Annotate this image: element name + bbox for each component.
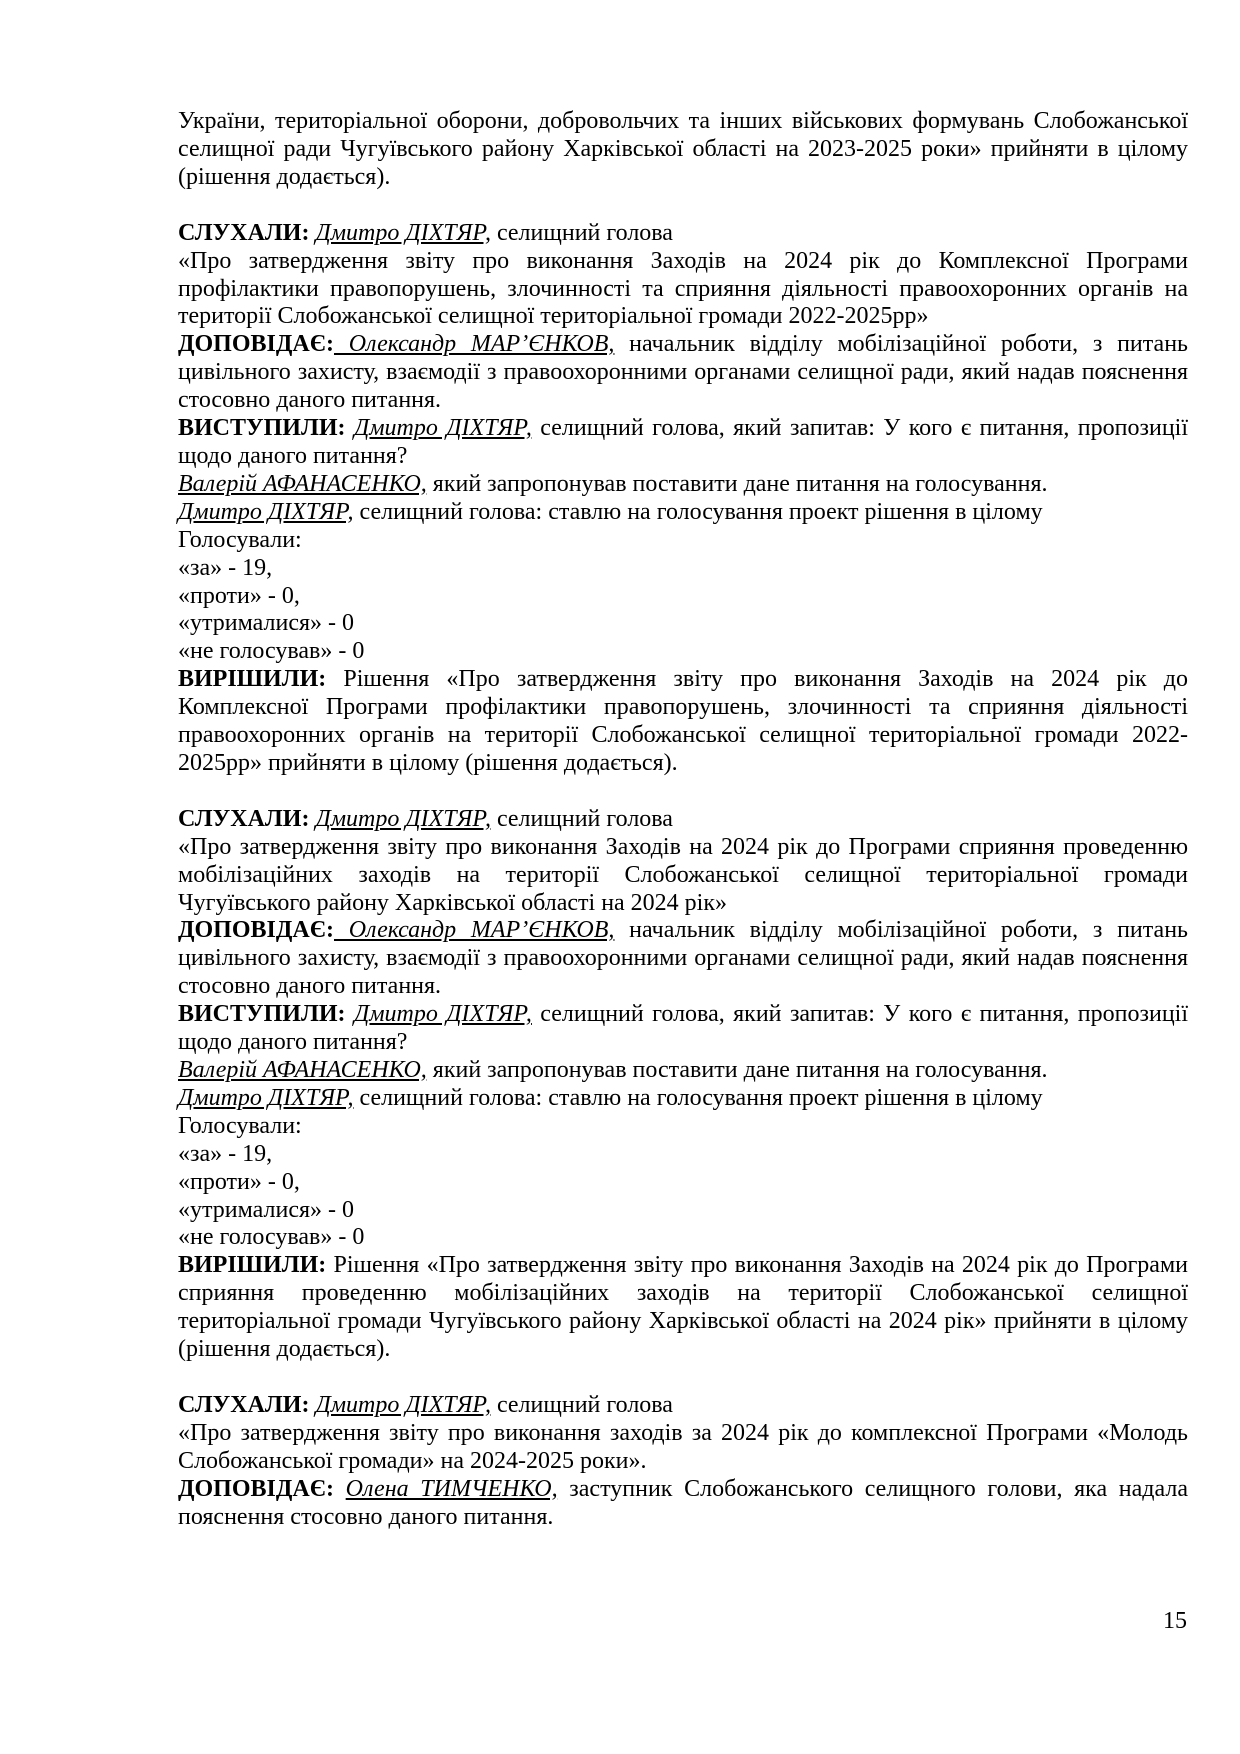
voted-label: Голосували: (178, 526, 302, 553)
vote-abstain: «утрималися» - 0 (178, 1196, 355, 1223)
speaker-role: селищний голова (490, 1391, 673, 1418)
report-paragraph (178, 331, 1188, 415)
agenda-item-1 (178, 220, 1188, 778)
speaker-name: Дмитро ДІХТЯР, (353, 415, 532, 442)
speaker-role: селищний голова (490, 219, 673, 246)
document-body (178, 108, 1188, 1532)
agenda-item-2 (178, 806, 1188, 1364)
report-text: начальник відділу мобілізаційної роботи, з питань цивільного захисту, взаємодії з правоохоронними органами селищної ради, який надав пояснення стосовно даного питання. (178, 917, 1188, 1000)
decided-paragraph (178, 1252, 1188, 1364)
report-label: ДОПОВІДАЄ: (178, 1475, 334, 1502)
proposal-line (178, 471, 1188, 499)
vote-abstain: «утрималися» - 0 (178, 610, 355, 637)
reporter-name: Олена ТИМЧЕНКО, (345, 1475, 558, 1502)
proposer-name: Валерій АФАНАСЕНКО, (178, 470, 427, 497)
speaker-name: Дмитро ДІХТЯР, (315, 1391, 491, 1418)
chair-name: Дмитро ДІХТЯР, (178, 498, 354, 525)
chair-text: селищний голова: ставлю на голосування проект рішення в цілому (353, 1084, 1043, 1111)
proposer-name: Валерій АФАНАСЕНКО, (178, 1057, 427, 1083)
heard-label: СЛУХАЛИ: (178, 805, 310, 832)
section-gap (178, 1364, 1188, 1392)
topic-paragraph: «Про затвердження звіту про виконання Заходів на 2024 рік до Комплексної Програми профілактики правопорушень, злочинності та сприяння діяльності правоохоронних органів на території Слобожанської селищної територіальної громади 2022-2025рр» (178, 247, 1188, 330)
chair-line (178, 499, 1188, 527)
vote-not-voted: «не голосував» - 0 (178, 1224, 365, 1251)
spoke-paragraph (178, 1001, 1188, 1057)
chair-line (178, 1085, 1188, 1113)
vote-not-voted: «не голосував» - 0 (178, 638, 365, 665)
vote-against: «проти» - 0, (178, 1168, 300, 1195)
spoke-label: ВИСТУПИЛИ: (178, 1001, 346, 1028)
report-label: ДОПОВІДАЄ: (178, 331, 334, 358)
report-paragraph (178, 1476, 1188, 1532)
speaker-name: Дмитро ДІХТЯР, (315, 219, 491, 246)
chair-name: Дмитро ДІХТЯР, (178, 1084, 354, 1111)
heard-label: СЛУХАЛИ: (178, 219, 310, 246)
spoke-paragraph (178, 415, 1188, 471)
reporter-name: Олександр МАР’ЄНКОВ, (333, 331, 615, 358)
chair-text: селищний голова: ставлю на голосування проект рішення в цілому (353, 498, 1043, 525)
section-gap (178, 778, 1188, 806)
proposal-text: який запропонував поставити дане питання на голосування. (426, 470, 1048, 497)
heard-line (178, 220, 1188, 248)
reporter-name: Олександр МАР’ЄНКОВ, (333, 917, 615, 944)
report-text: начальник відділу мобілізаційної роботи, з питань цивільного захисту, взаємодії з правоохоронними органами селищної ради, який надав пояснення стосовно даного питання. (178, 331, 1188, 414)
speaker-role: селищний голова (490, 805, 673, 832)
heard-line (178, 806, 1188, 834)
proposal-text: який запропонував поставити дане питання на голосування. (426, 1057, 1048, 1083)
voted-label: Голосували: (178, 1112, 302, 1139)
vote-against: «проти» - 0, (178, 582, 300, 609)
vote-for: «за» - 19, (178, 554, 273, 581)
spoke-text: селищний голова, який запитав: У кого є питання, пропозиції щодо даного питання? (178, 415, 1188, 469)
report-label: ДОПОВІДАЄ: (178, 917, 334, 944)
agenda-item-3 (178, 1392, 1188, 1532)
topic-paragraph: «Про затвердження звіту про виконання заходів за 2024 рік до комплексної Програми «Молодь Слобожанської громади» на 2024-2025 роки». (178, 1419, 1188, 1474)
proposal-line (178, 1057, 1188, 1085)
speaker-name: Дмитро ДІХТЯР, (353, 1001, 532, 1028)
decided-text: Рішення «Про затвердження звіту про виконання Заходів на 2024 рік до Програми сприяння проведенню мобілізаційних заходів на території Слобожанської селищної територіальної громади Чугуївського району Харківської області на 2024 рік» прийняти в цілому (рішення додається). (178, 1252, 1188, 1363)
decided-label: ВИРІШИЛИ: (178, 666, 327, 693)
topic-paragraph: «Про затвердження звіту про виконання Заходів на 2024 рік до Програми сприяння проведенню мобілізаційних заходів на території Слобожанської селищної територіальної громади Чугуївського району Харківської області на 2024 рік» (178, 833, 1188, 916)
intro-paragraph: України, територіальної оборони, добровольчих та інших військових формувань Слобожанської селищної ради Чугуївського району Харківської області на 2023-2025 роки» прийняти в цілому (рішення додається). (178, 108, 1188, 190)
heard-label: СЛУХАЛИ: (178, 1391, 310, 1418)
section-gap (178, 192, 1188, 220)
page-number: 15 (1163, 1608, 1187, 1634)
report-text: заступник Слобожанського селищного голови, яка надала пояснення стосовно даного питання. (178, 1475, 1188, 1530)
heard-line (178, 1392, 1188, 1420)
spoke-text: селищний голова, який запитав: У кого є питання, пропозиції щодо даного питання? (178, 1001, 1188, 1056)
vote-for: «за» - 19, (178, 1140, 273, 1167)
decided-text: Рішення «Про затвердження звіту про виконання Заходів на 2024 рік до Комплексної Програми профілактики правопорушень, злочинності та сприяння діяльності правоохоронних органів на території Слобожанської селищної територіальної громади 2022-2025рр» прийняти в цілому (рішення додається). (178, 666, 1188, 776)
decided-paragraph (178, 666, 1188, 778)
report-paragraph (178, 917, 1188, 1001)
speaker-name: Дмитро ДІХТЯР, (315, 805, 491, 832)
decided-label: ВИРІШИЛИ: (178, 1252, 327, 1279)
spoke-label: ВИСТУПИЛИ: (178, 415, 346, 442)
